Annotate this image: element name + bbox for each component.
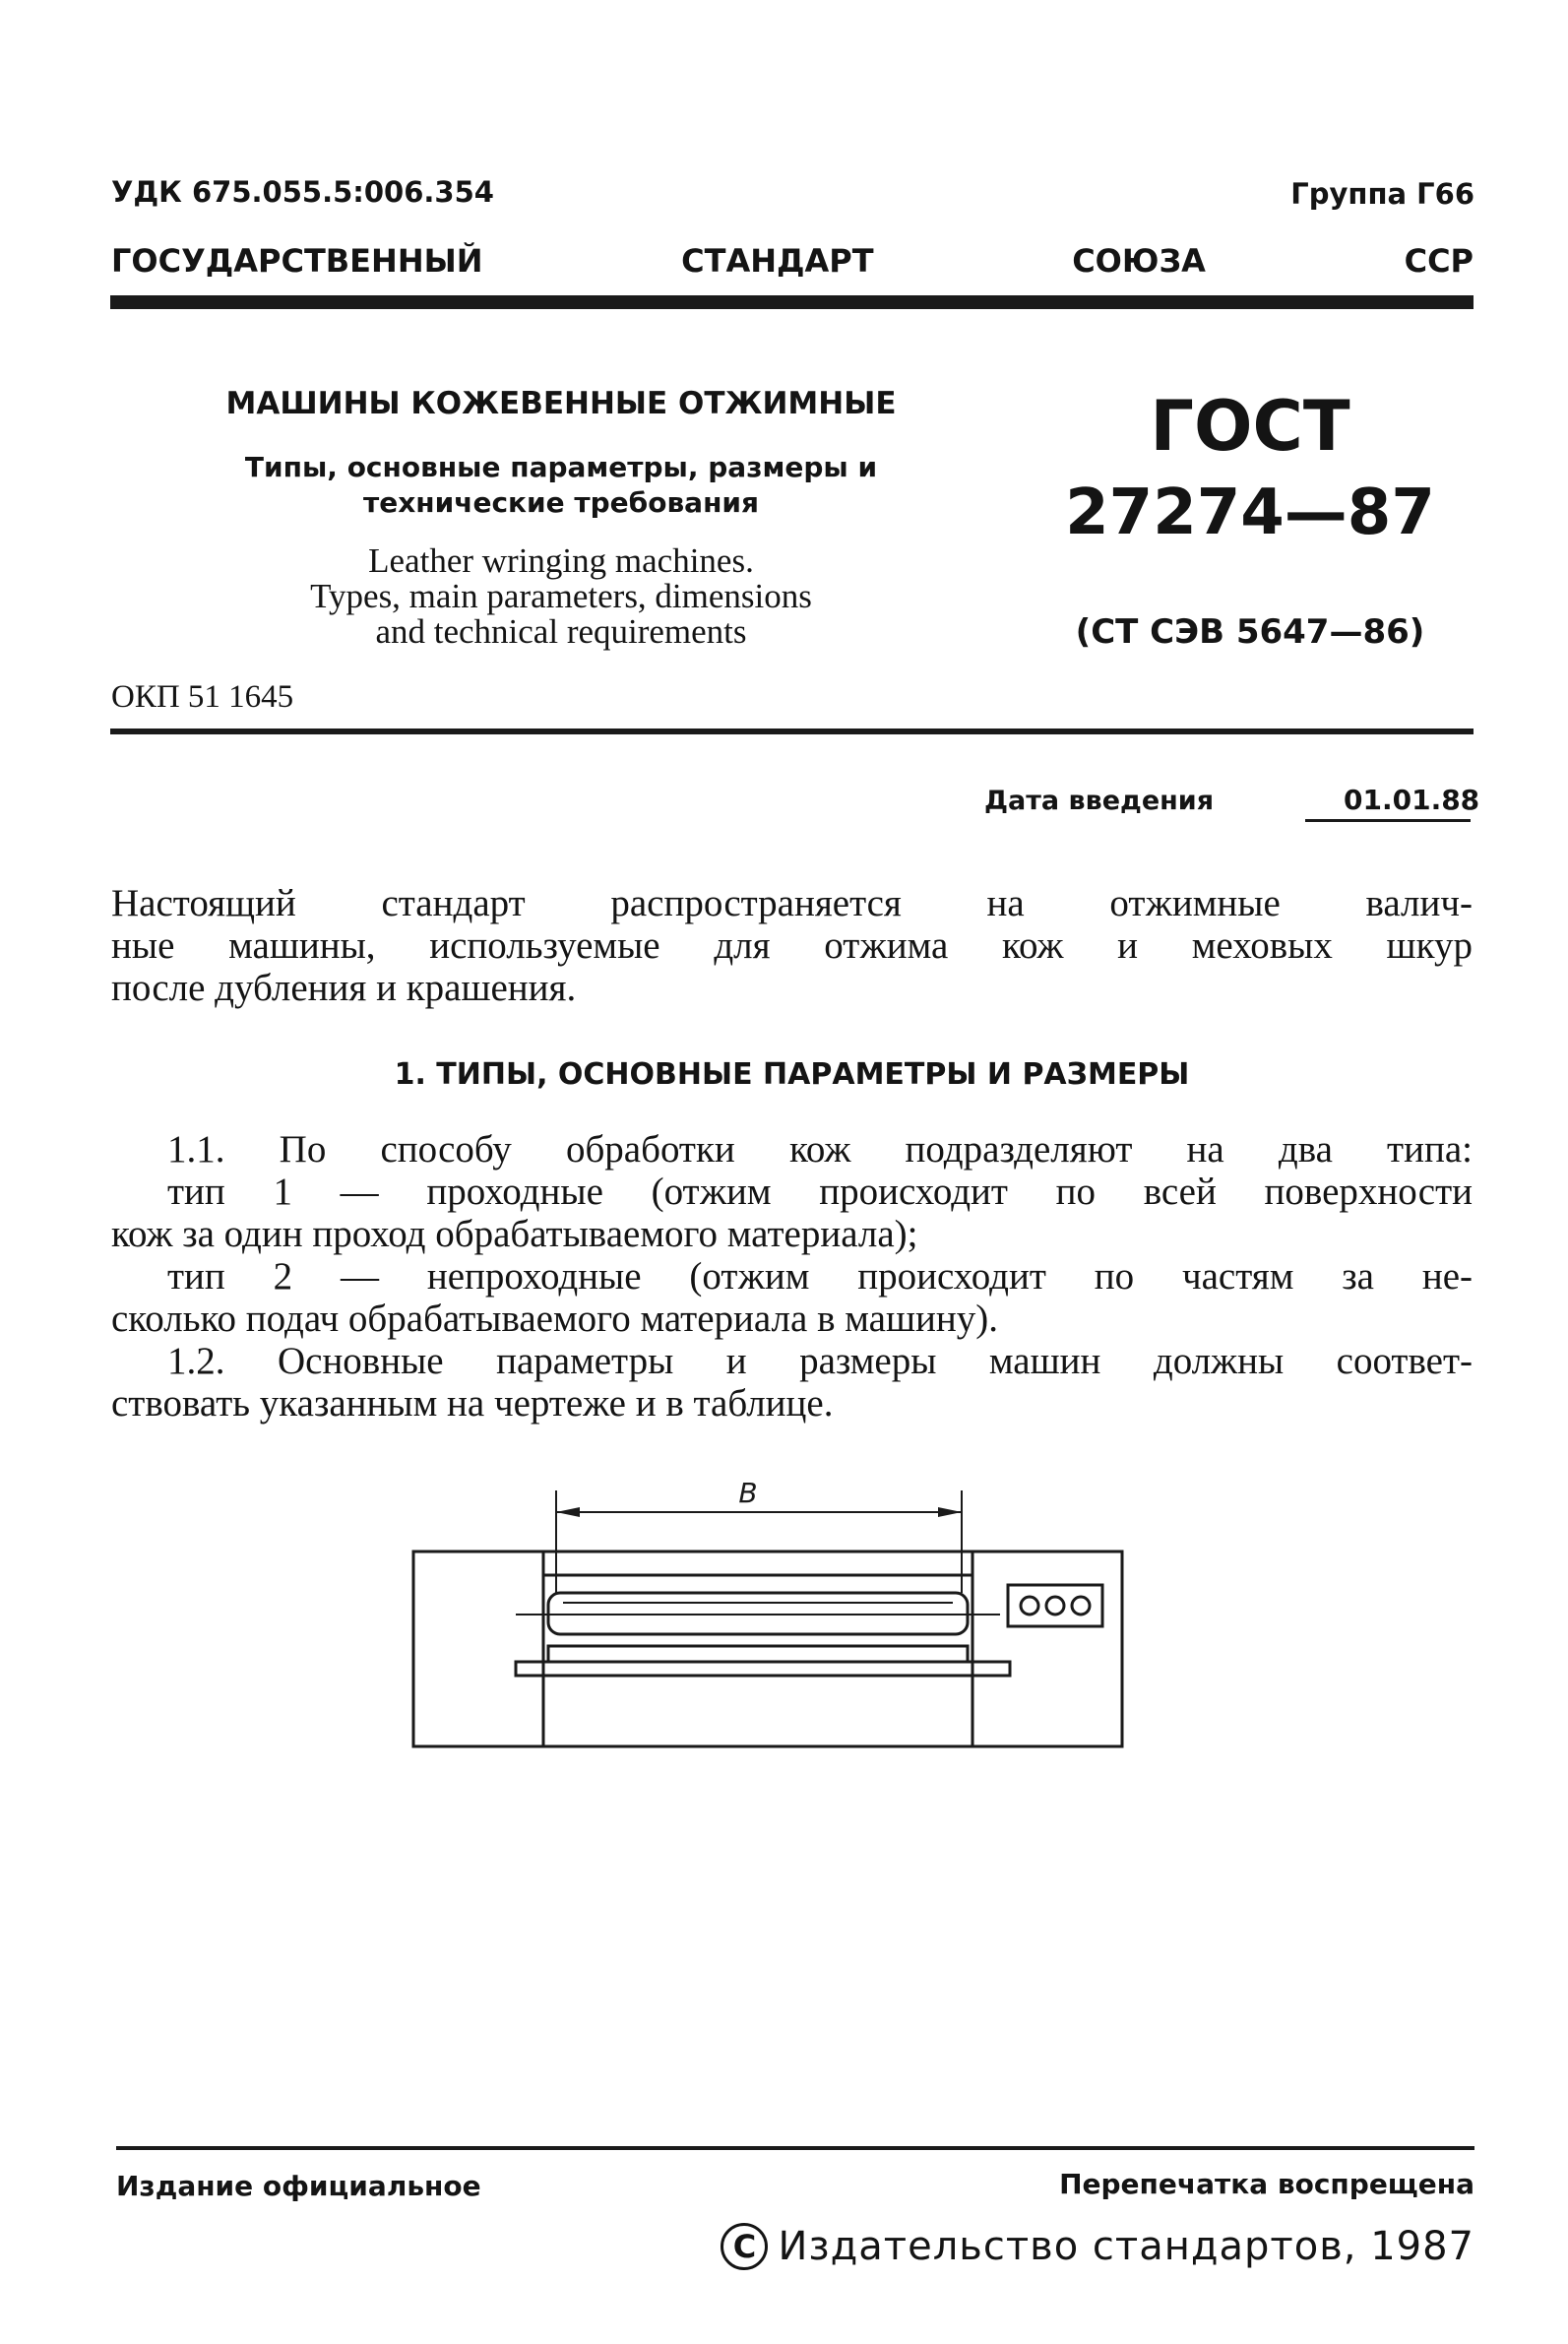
control-knob-2	[1046, 1597, 1064, 1615]
intro-paragraph-line-1: Настоящий стандарт распространяется на отжимные валич-	[111, 882, 1473, 924]
machine-drawing	[406, 1477, 1134, 1762]
bottom-rule	[116, 2146, 1474, 2150]
section-1-line-1: 1.1. По способу обработки кож подразделяют на два типа:	[167, 1128, 1473, 1171]
gost-label: ГОСТ	[1150, 386, 1350, 467]
dimension-arrow-left	[556, 1507, 580, 1517]
dimension-arrow-right	[938, 1507, 962, 1517]
introduction-date-label: Дата введения	[984, 786, 1215, 816]
section-1-line-2: тип 1 — проходные (отжим происходит по всей поверхности	[167, 1171, 1473, 1213]
copyright-icon: C	[721, 2223, 768, 2270]
document-title-en-line-1: Leather wringing machines.	[368, 541, 754, 580]
okp-code: ОКП 51 1645	[111, 679, 294, 715]
section-1-line-7: ствовать указанным на чертеже и в таблице.	[111, 1382, 834, 1425]
document-subtitle-ru-line-2: технические требования	[362, 486, 760, 519]
lower-roller	[548, 1646, 968, 1662]
gost-number: 27274—87	[1065, 476, 1435, 549]
st-sev-reference: (СТ СЭВ 5647—86)	[1075, 612, 1425, 652]
document-title-en-line-2: Types, main parameters, dimensions	[310, 577, 812, 615]
official-edition-label: Издание официальное	[116, 2170, 481, 2202]
copyright-line	[721, 2221, 1474, 2270]
state-standard-heading: ГОСУДАРСТВЕННЫЙ СТАНДАРТ СОЮЗА ССР	[111, 242, 1474, 280]
document-title-en-line-3: and technical requirements	[375, 612, 747, 651]
publisher-text: Издательство стандартов, 1987	[778, 2224, 1474, 2269]
feed-table	[516, 1662, 1010, 1676]
document-title-ru: МАШИНЫ КОЖЕВЕННЫЕ ОТЖИМНЫЕ	[225, 386, 897, 421]
intro-paragraph-line-2: ные машины, используемые для отжима кож и меховых шкур	[111, 924, 1473, 967]
machine-housing	[413, 1552, 1122, 1746]
section-1-line-6: 1.2. Основные параметры и размеры машин должны соответ-	[167, 1340, 1473, 1382]
dimension-label: B	[738, 1477, 758, 1509]
intro-paragraph-line-3: после дубления и крашения.	[111, 967, 577, 1009]
top-rule	[110, 295, 1474, 309]
introduction-date-value: 01.01.88	[1344, 784, 1480, 816]
introduction-date-underline	[1305, 819, 1471, 822]
document-subtitle-ru-line-1: Типы, основные параметры, размеры и	[244, 451, 878, 483]
middle-rule	[110, 729, 1474, 734]
control-knob-3	[1072, 1597, 1090, 1615]
section-1-heading: 1. ТИПЫ, ОСНОВНЫЕ ПАРАМЕТРЫ И РАЗМЕРЫ	[394, 1057, 1190, 1092]
control-knob-1	[1021, 1597, 1038, 1615]
section-1-line-3: кож за один проход обрабатываемого материала);	[111, 1213, 918, 1255]
reprint-prohibited-label: Перепечатка воспрещена	[1059, 2168, 1474, 2200]
udk-code: УДК 675.055.5:006.354	[111, 175, 494, 209]
section-1-line-5: сколько подач обрабатываемого материала в машину).	[111, 1298, 998, 1340]
group-code: Группа Г66	[1290, 177, 1474, 211]
section-1-line-4: тип 2 — непроходные (отжим происходит по частям за не-	[167, 1255, 1473, 1298]
